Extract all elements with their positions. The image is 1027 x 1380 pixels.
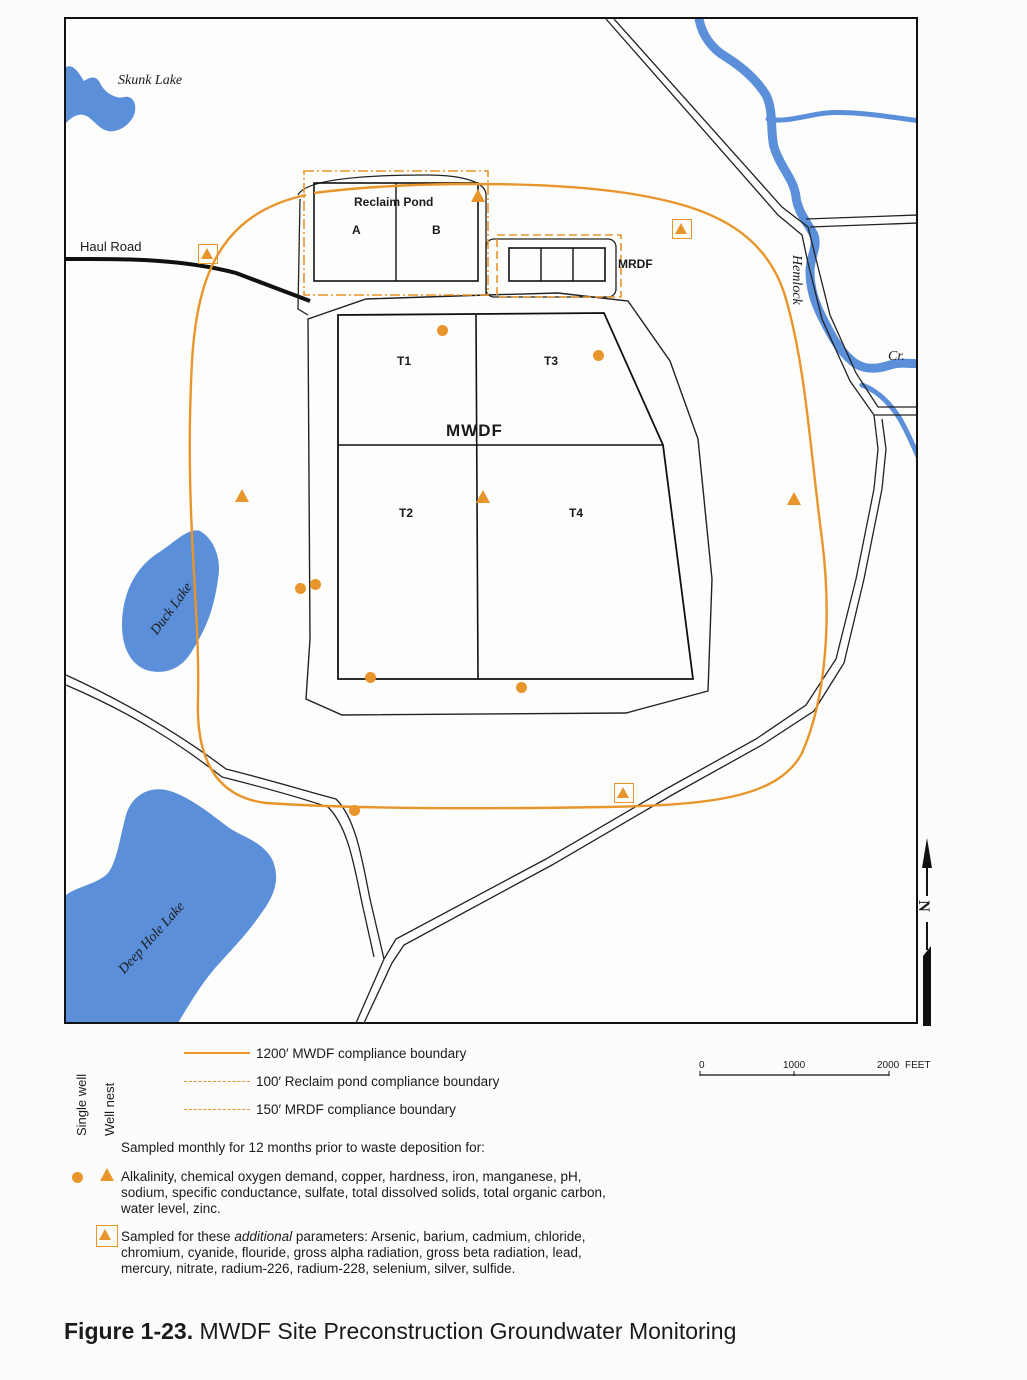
additional-well-symbol xyxy=(96,1225,118,1247)
additional-well-nest-marker xyxy=(198,244,218,264)
pond-b-label: B xyxy=(432,223,441,237)
t1-label: T1 xyxy=(397,354,412,368)
legend-line-text: 150′ MRDF compliance boundary xyxy=(256,1101,456,1117)
single-well-marker xyxy=(295,583,306,594)
skunk-lake-label: Skunk Lake xyxy=(118,73,183,88)
scale-tick-1000: 1000 xyxy=(783,1060,806,1071)
figure-title: MWDF Site Preconstruction Groundwater Monitoring xyxy=(199,1318,737,1344)
scale-line xyxy=(697,1070,897,1078)
legend-line-text: 100′ Reclaim pond compliance boundary xyxy=(256,1073,500,1089)
scale-tick-2000: 2000 xyxy=(877,1060,900,1071)
legend-mrdf-boundary xyxy=(184,1100,456,1118)
duck-lake-label: Duck Lake xyxy=(148,580,196,638)
figure-caption xyxy=(64,1318,736,1345)
scale-unit: FEET xyxy=(905,1060,931,1071)
single-well-marker xyxy=(516,682,527,693)
figure-number: Figure 1-23. xyxy=(64,1318,194,1344)
mwdf-berm xyxy=(306,293,712,715)
dash-dot-line-swatch xyxy=(184,1081,250,1082)
mwdf-label: MWDF xyxy=(446,421,503,440)
hemlock-label: Hemlock xyxy=(789,255,804,305)
single-well-marker xyxy=(349,805,360,816)
t3-label: T3 xyxy=(544,354,559,368)
additional-well-nest-marker xyxy=(672,219,692,239)
mrdf-label: MRDF xyxy=(618,257,653,271)
additional-well-nest-marker xyxy=(614,783,634,803)
well-nest-marker xyxy=(787,492,801,505)
creek-label: Cr. xyxy=(888,349,905,364)
well-nest-symbol xyxy=(100,1168,114,1181)
additional-prefix: Sampled for these xyxy=(121,1229,235,1244)
well-nest-marker xyxy=(471,189,485,202)
single-well-symbol xyxy=(72,1172,83,1183)
sampled-heading: Sampled monthly for 12 months prior to waste deposition for: xyxy=(121,1140,485,1155)
single-well-marker xyxy=(437,325,448,336)
well-nest-marker xyxy=(476,490,490,503)
reclaim-pond-label: Reclaim Pond xyxy=(354,195,434,209)
well-nest-legend-label: Well nest xyxy=(102,1082,117,1136)
mrdf-boundary xyxy=(497,235,621,297)
additional-parameters xyxy=(121,1229,631,1277)
single-well-marker xyxy=(593,350,604,361)
additional-params-list: parameters: Arsenic, barium, cadmium, chloride, chromium, cyanide, flouride, gross alpha radiation, gross beta radiation, lead, mercury, nitrate, radium-226, radium-228, selenium, silver, sulfide. xyxy=(121,1229,586,1276)
single-well-legend-label: Single well xyxy=(74,1073,89,1136)
site-map xyxy=(64,17,918,1024)
basic-parameters: Alkalinity, chemical oxygen demand, copper, hardness, iron, manganese, pH, sodium, specific conductance, sulfate, total dissolved solids, total organic carbon, water level, zinc. xyxy=(121,1169,606,1216)
single-well-marker xyxy=(365,672,376,683)
t4-label: T4 xyxy=(569,506,584,520)
legend-mwdf-boundary xyxy=(184,1044,466,1062)
scale-bar xyxy=(697,1058,937,1082)
legend-line-text: 1200′ MWDF compliance boundary xyxy=(256,1045,467,1061)
well-nest-marker xyxy=(235,489,249,502)
solid-line-swatch xyxy=(184,1052,250,1054)
north-label: N xyxy=(914,900,932,912)
pond-a-label: A xyxy=(352,223,361,237)
single-well-marker xyxy=(310,579,321,590)
dashed-line-swatch xyxy=(184,1109,250,1110)
scale-tick-0: 0 xyxy=(699,1060,705,1071)
deep-hole-lake-label: Deep Hole Lake xyxy=(116,899,189,978)
north-arrow xyxy=(918,838,938,1028)
legend-reclaim-boundary xyxy=(184,1072,499,1090)
t2-label: T2 xyxy=(399,506,414,520)
additional-italic: additional xyxy=(234,1229,293,1244)
map-graphics xyxy=(66,19,918,1024)
hemlock-creek xyxy=(699,19,918,368)
haul-road-label: Haul Road xyxy=(80,239,142,254)
haul-road xyxy=(66,259,310,301)
